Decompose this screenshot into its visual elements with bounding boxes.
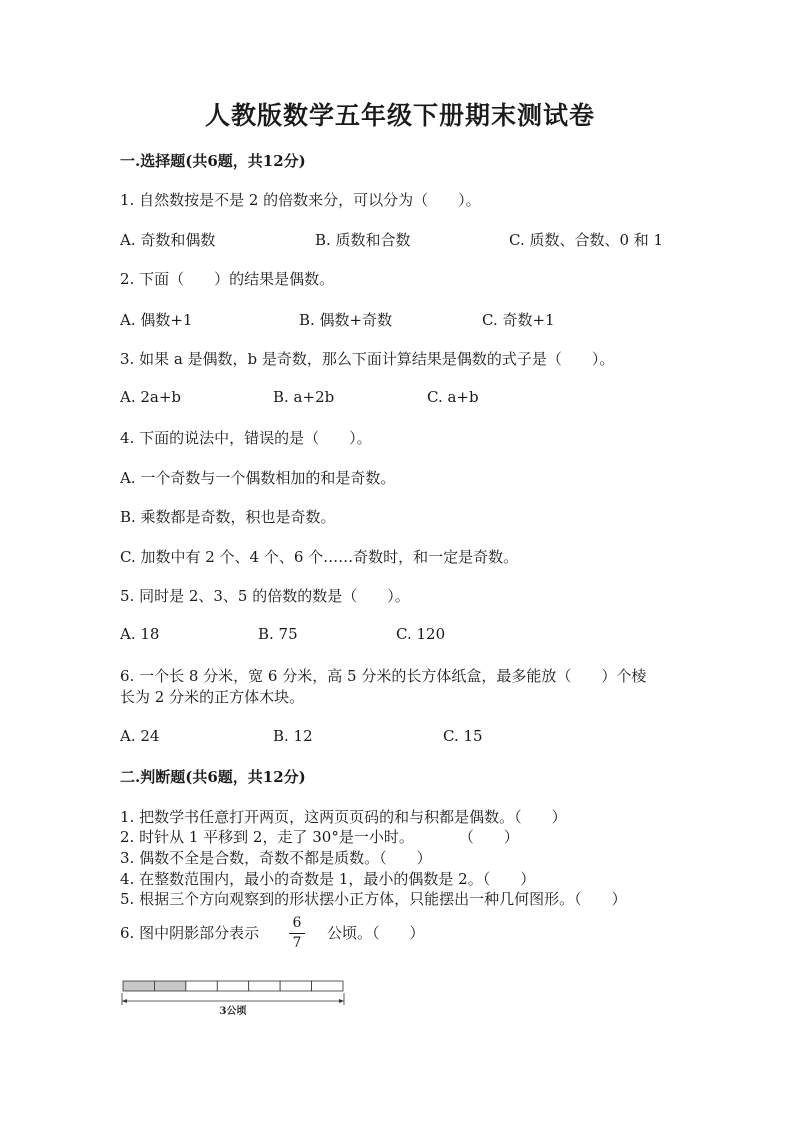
q6-option-b: B. 12 [273,727,313,745]
judgement-item-6-suffix: 公顷。（ ） [327,924,425,942]
q2-option-a: A. 偶数+1 [120,311,193,329]
judgement-item-6-prefix: 6. 图中阴影部分表示 [120,924,260,942]
q6-option-c: C. 15 [443,727,483,745]
q5-option-b: B. 75 [258,625,298,643]
unshaded-cell [186,981,217,991]
q4-option-a: A. 一个奇数与一个偶数相加的和是奇数。 [120,469,396,487]
fraction-numerator: 6 [292,915,302,931]
q5-option-a: A. 18 [120,625,160,643]
judgement-item-4: 4. 在整数范围内，最小的奇数是 1，最小的偶数是 2。（ ） [120,870,536,888]
judgement-item-1: 1. 把数学书任意打开两页，这两页页码的和与积都是偶数。（ ） [120,808,567,826]
page-title: 人教版数学五年级下册期末测试卷 [204,101,595,130]
q5-option-c: C. 120 [396,625,446,643]
judgement-item-3: 3. 偶数不全是合数，奇数不都是质数。（ ） [120,849,432,867]
q2-option-c: C. 奇数+1 [482,311,555,329]
unshaded-cell [249,981,280,991]
unshaded-cell [312,981,343,991]
question-5: 5. 同时是 2、3、5 的倍数的数是（ ）。 [120,587,410,605]
arrow-right-icon [339,999,344,1003]
unshaded-cell [280,981,311,991]
question-6-line1: 6. 一个长 8 分米，宽 6 分米，高 5 分米的长方体纸盒，最多能放（ ）个棱 [120,667,647,685]
q1-option-a: A. 奇数和偶数 [120,231,216,249]
q1-option-c: C. 质数、合数、0 和 1 [509,231,664,249]
question-2: 2. 下面（ ）的结果是偶数。 [120,270,335,288]
area-diagram [120,978,346,1018]
section-heading-judgement: 二.判断题(共6题，共12分) [120,768,306,786]
fraction [289,915,305,952]
q4-option-b: B. 乘数都是奇数，积也是奇数。 [120,508,336,526]
diagram-label: 3公顷 [219,1006,247,1017]
section-heading-choice: 一.选择题(共6题，共12分) [120,152,306,170]
judgement-item-5: 5. 根据三个方向观察到的形状摆小正方体，只能摆出一种几何图形。（ ） [120,890,627,908]
question-6-line2: 长为 2 分米的正方体木块。 [120,688,305,706]
q6-option-a: A. 24 [120,727,160,745]
q3-option-b: B. a+2b [273,388,335,406]
q2-option-b: B. 偶数+奇数 [299,311,393,329]
question-4: 4. 下面的说法中，错误的是（ ）。 [120,429,372,447]
shaded-cell [154,981,185,991]
shaded-cell [123,981,154,991]
fraction-denominator: 7 [292,935,302,951]
q3-option-a: A. 2a+b [120,388,182,406]
q1-option-b: B. 质数和合数 [315,231,411,249]
judgement-item-2: 2. 时针从 1 平移到 2，走了 30°是一小时。 （ ） [120,828,519,846]
fraction-bar [289,933,305,934]
question-1: 1. 自然数按是不是 2 的倍数来分，可以分为（ ）。 [120,191,481,209]
q4-option-c: C. 加数中有 2 个、4 个、6 个……奇数时，和一定是奇数。 [120,548,519,566]
question-3: 3. 如果 a 是偶数，b 是奇数，那么下面计算结果是偶数的式子是（ ）。 [120,350,615,368]
arrow-left-icon [122,999,127,1003]
unshaded-cell [217,981,248,991]
q3-option-c: C. a+b [427,388,479,406]
